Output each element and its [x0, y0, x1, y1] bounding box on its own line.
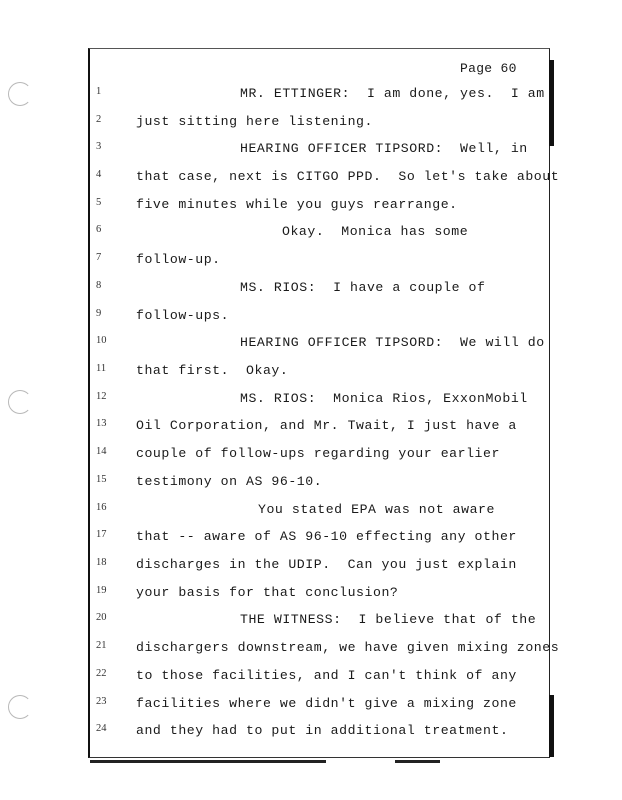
line-number: 20	[96, 612, 107, 623]
line-number: 13	[96, 418, 107, 429]
transcript-line: THE WITNESS: I believe that of the	[240, 612, 537, 627]
transcript-line: and they had to put in additional treatment.	[136, 723, 509, 738]
scan-edge-mark-top	[549, 60, 554, 146]
line-number: 12	[96, 391, 107, 402]
transcript-line: follow-ups.	[136, 308, 230, 323]
line-number: 17	[96, 529, 107, 540]
transcript-line: follow-up.	[136, 252, 221, 267]
transcript-line: dischargers downstream, we have given mixing zones	[136, 640, 560, 655]
transcript-line: to those facilities, and I can't think of any	[136, 668, 517, 683]
transcript-line: MR. ETTINGER: I am done, yes. I am	[240, 86, 545, 101]
line-number: 8	[96, 280, 102, 291]
line-number: 21	[96, 640, 107, 651]
transcript-line: MS. RIOS: I have a couple of	[240, 280, 486, 295]
page-number: Page 60	[460, 61, 517, 76]
line-number: 4	[96, 169, 102, 180]
line-number: 3	[96, 141, 102, 152]
line-number: 2	[96, 114, 102, 125]
line-number: 1	[96, 86, 102, 97]
line-number: 6	[96, 224, 102, 235]
scan-edge-mark-bottom	[549, 695, 554, 757]
line-number: 5	[96, 197, 102, 208]
transcript-line: just sitting here listening.	[136, 114, 373, 129]
line-number: 16	[96, 502, 107, 513]
line-number: 18	[96, 557, 107, 568]
transcript-line: HEARING OFFICER TIPSORD: Well, in	[240, 141, 528, 156]
transcript-line: that case, next is CITGO PPD. So let's take about	[136, 169, 560, 184]
hole-punch-bottom	[8, 695, 32, 719]
frame-bottom-rule-right	[395, 760, 440, 763]
transcript-line: discharges in the UDIP. Can you just explain	[136, 557, 517, 572]
hole-punch-top	[8, 82, 32, 106]
transcript-line: testimony on AS 96-10.	[136, 474, 323, 489]
transcript-line: that first. Okay.	[136, 363, 289, 378]
transcript-line: facilities where we didn't give a mixing zone	[136, 696, 517, 711]
hole-punch-middle	[8, 390, 32, 414]
frame-bottom-rule-left	[90, 760, 326, 763]
transcript-line: You stated EPA was not aware	[258, 502, 495, 517]
line-number: 7	[96, 252, 102, 263]
line-number: 10	[96, 335, 107, 346]
line-number: 24	[96, 723, 107, 734]
transcript-line: Oil Corporation, and Mr. Twait, I just have a	[136, 418, 517, 433]
transcript-line: HEARING OFFICER TIPSORD: We will do	[240, 335, 545, 350]
line-number: 15	[96, 474, 107, 485]
line-number: 23	[96, 696, 107, 707]
transcript-line: couple of follow-ups regarding your earlier	[136, 446, 500, 461]
line-number: 22	[96, 668, 107, 679]
line-number: 14	[96, 446, 107, 457]
transcript-line: Okay. Monica has some	[282, 224, 469, 239]
transcript-line: that -- aware of AS 96-10 effecting any other	[136, 529, 517, 544]
transcript-line: MS. RIOS: Monica Rios, ExxonMobil	[240, 391, 528, 406]
line-number: 11	[96, 363, 107, 374]
transcript-line: your basis for that conclusion?	[136, 585, 399, 600]
transcript-line: five minutes while you guys rearrange.	[136, 197, 458, 212]
line-number: 19	[96, 585, 107, 596]
line-number: 9	[96, 308, 102, 319]
